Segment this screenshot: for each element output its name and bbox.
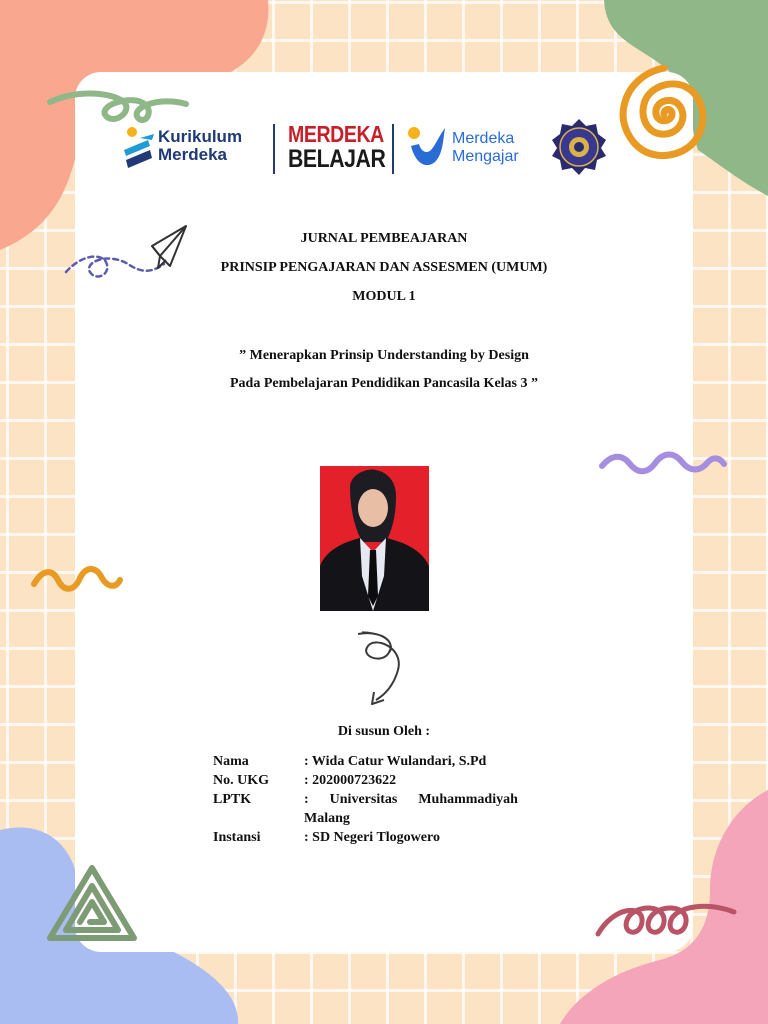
merdeka-belajar-line1: MERDEKA (288, 121, 384, 147)
info-label: No. UKG (213, 773, 269, 788)
merdeka-text: Merdeka (158, 145, 227, 164)
merdeka-belajar-line2: BELAJAR (288, 145, 386, 173)
merdeka-text: Merdeka (452, 130, 515, 147)
orange-squiggle-icon (30, 560, 124, 596)
logo-divider (273, 124, 275, 174)
info-row-ukg (213, 771, 558, 790)
spiral-icon (612, 58, 716, 166)
info-label: Instansi (213, 830, 261, 845)
module-label: MODUL 1 (352, 289, 416, 304)
curly-arrow-icon (348, 628, 408, 708)
kurikulum-merdeka-icon (120, 124, 156, 174)
document-title-line2: PRINSIP PENGAJARAN DAN ASSESMEN (UMUM) (220, 260, 548, 275)
mengajar-text: Mengajar (452, 148, 519, 165)
info-row-nama (213, 752, 558, 771)
logo-divider (392, 124, 394, 174)
author-info (213, 752, 558, 847)
info-value-cont: Malang (304, 811, 350, 826)
info-label: LPTK (213, 792, 252, 807)
info-label: Nama (213, 754, 249, 769)
info-value: : 202000723622 (304, 773, 397, 788)
author-heading: Di susun Oleh : (337, 724, 431, 739)
kurikulum-merdeka-logo (120, 124, 260, 174)
triangle-spiral-icon (44, 864, 138, 944)
info-value: : SD Negeri Tlogowero (304, 830, 440, 845)
merdeka-belajar-logo (288, 122, 384, 178)
merdeka-mengajar-logo (405, 122, 545, 178)
info-value: : Wida Catur Wulandari, S.Pd (304, 754, 487, 769)
document-title-line1: JURNAL PEMBEAJARAN (300, 231, 468, 246)
loop-doodle-icon (594, 898, 738, 942)
info-value: : Universitas Muhammadiyah (304, 792, 518, 807)
university-seal-icon (550, 118, 608, 176)
kurikulum-text: Kurikulum (158, 127, 243, 146)
user-photo (320, 466, 429, 611)
topic-line2: Pada Pembelajaran Pendidikan Pancasila Kelas 3 ” (229, 376, 538, 391)
merdeka-mengajar-icon (405, 124, 447, 174)
logo-bar (120, 118, 620, 180)
purple-squiggle-icon (598, 448, 728, 476)
info-row-instansi (213, 828, 558, 847)
info-row-lptk (213, 790, 558, 828)
topic-line1: ” Menerapkan Prinsip Understanding by Design (239, 348, 529, 363)
